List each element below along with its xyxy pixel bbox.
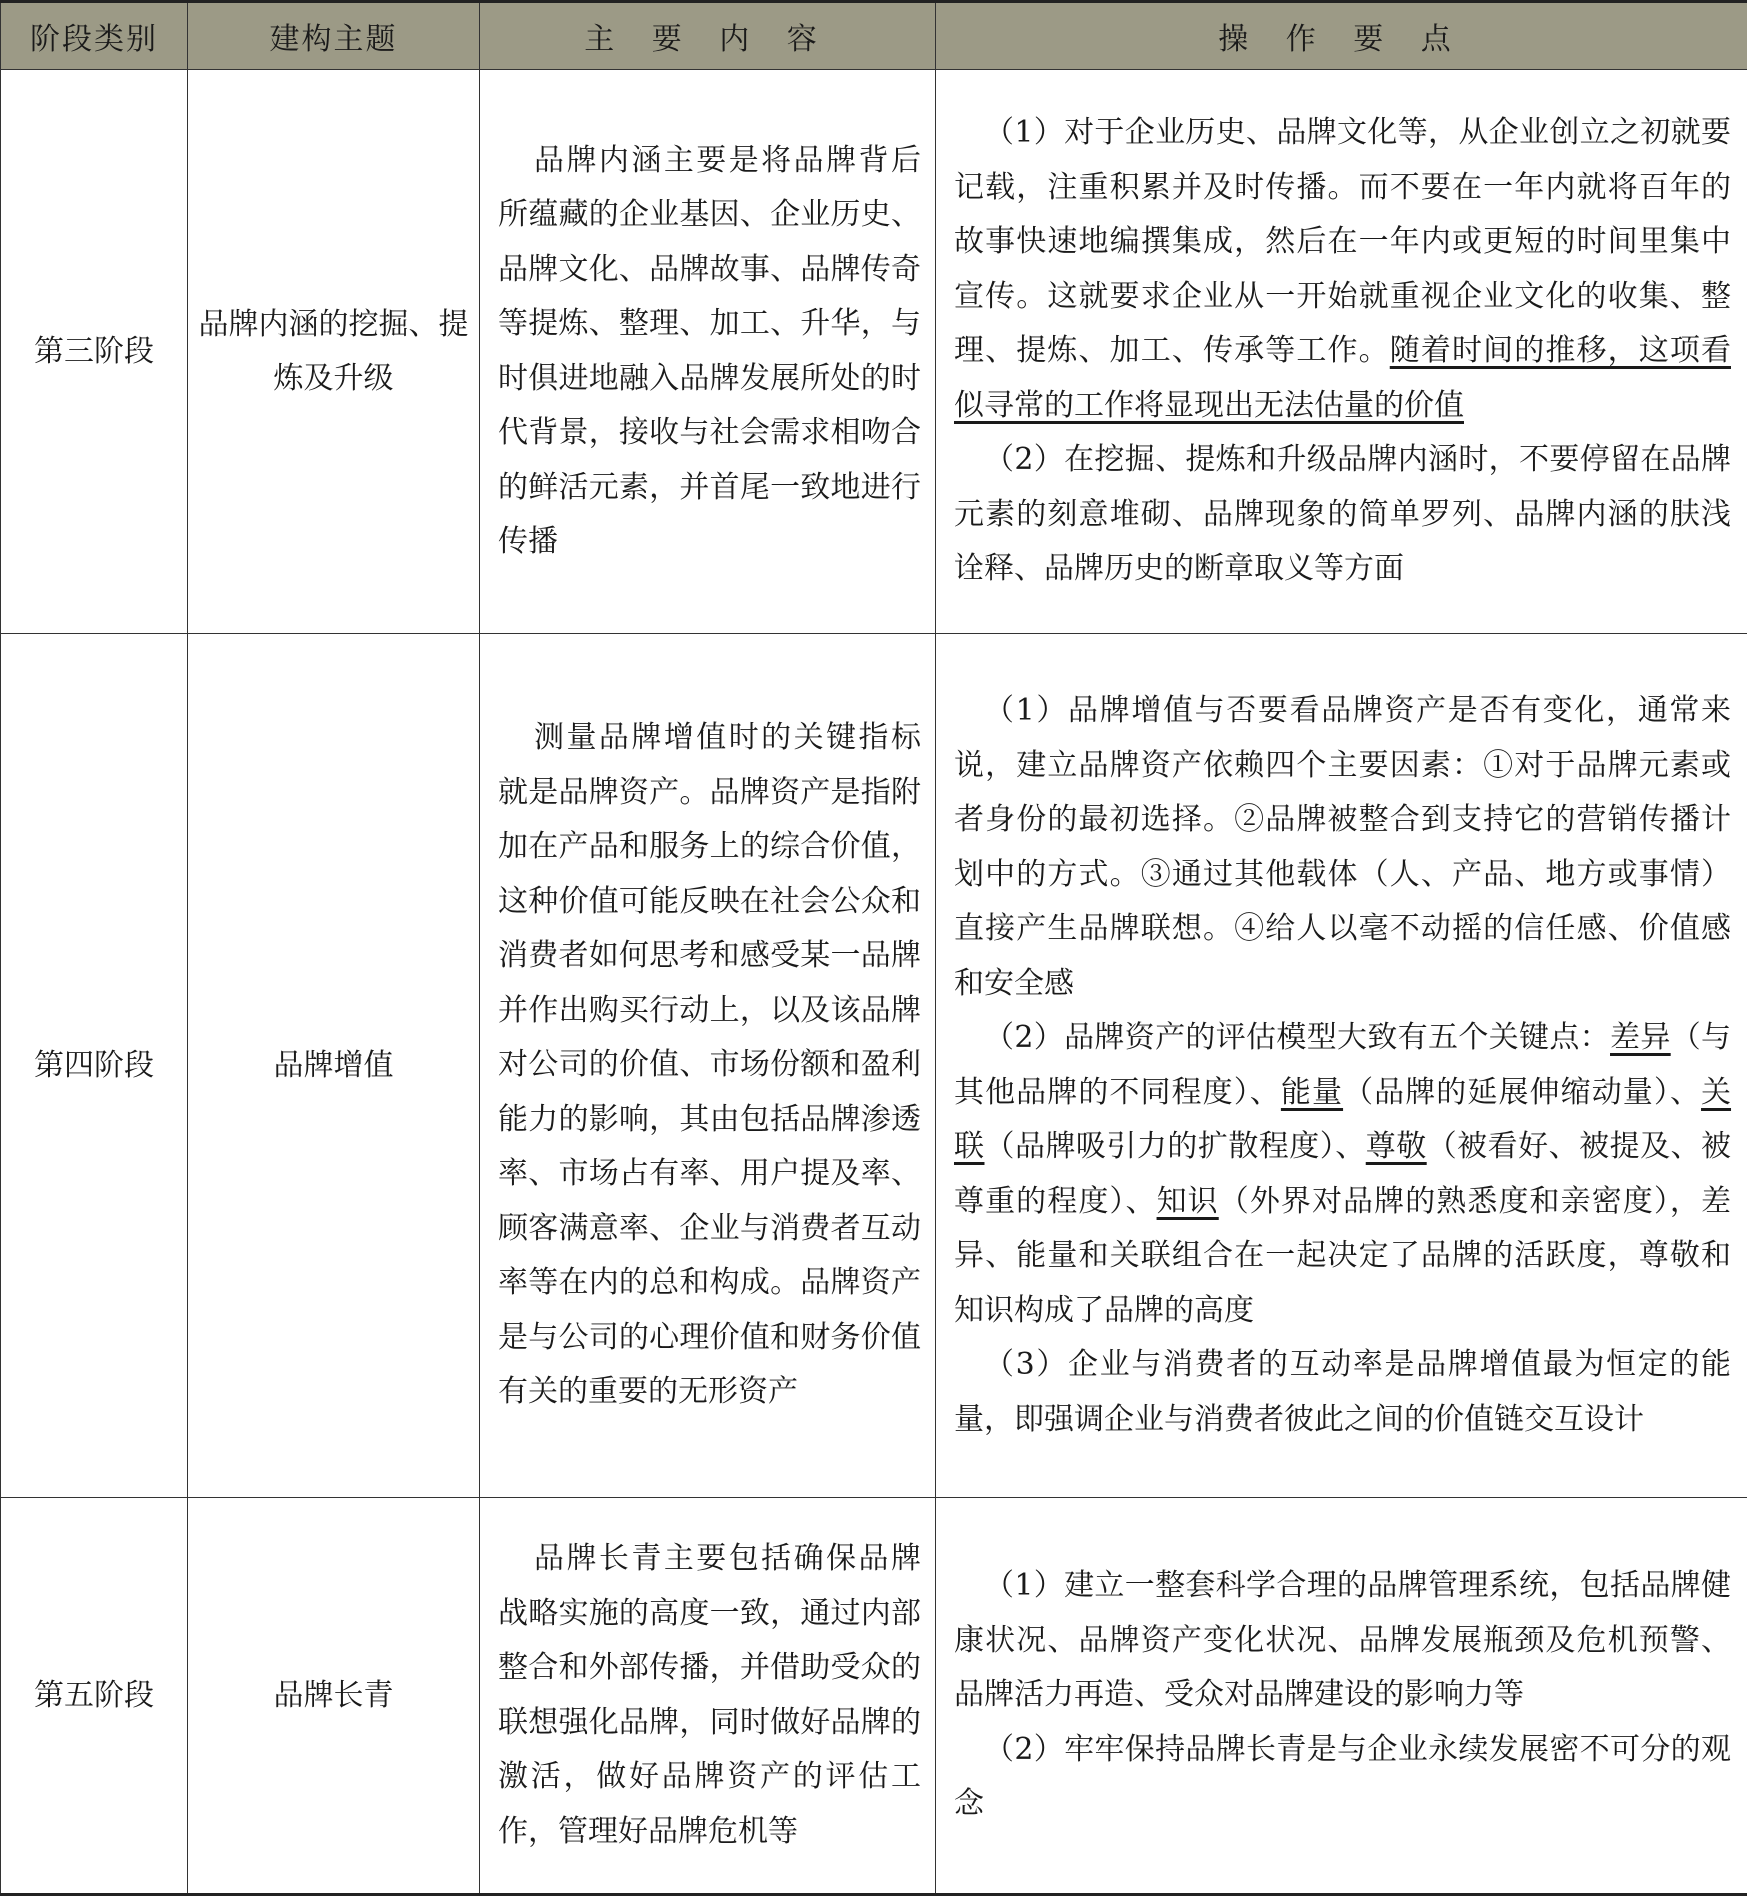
point-paragraph: （2）牢牢保持品牌长青是与企业永续发展密不可分的观念: [954, 1723, 1731, 1832]
table-header-row: [1, 2, 1747, 70]
stage-cell: 第三阶段: [1, 70, 188, 634]
theme-cell: 品牌长青: [188, 1498, 480, 1895]
point-text: （与其他品牌的不同程度）、: [954, 1020, 1731, 1110]
header-operation-points: 操 作 要 点: [936, 2, 1747, 70]
point-text: （被看好、被提及、被尊重的程度）、: [954, 1129, 1731, 1219]
header-main-content: 主 要 内 容: [480, 2, 936, 70]
points-cell: [936, 1498, 1747, 1895]
point-paragraph: （2）在挖掘、提炼和升级品牌内涵时，不要停留在品牌元素的刻意堆砌、品牌现象的简单罗列、品牌内涵的肤浅诠释、品牌历史的断章取义等方面: [954, 433, 1731, 597]
point-text: （品牌的延展伸缩动量）、: [1343, 1075, 1701, 1110]
point-text: （外界对品牌的熟悉度和亲密度），差异、能量和关联组合在一起决定了品牌的活跃度，尊敬和知识构成了品牌的高度: [954, 1184, 1731, 1328]
stage-cell: 第四阶段: [1, 634, 188, 1498]
points-cell: [936, 70, 1747, 634]
table-row: [1, 634, 1747, 1498]
point-paragraph: （3）企业与消费者的互动率是品牌增值最为恒定的能量，即强调企业与消费者彼此之间的价值链交互设计: [954, 1338, 1731, 1447]
stage-cell: 第五阶段: [1, 1498, 188, 1895]
content-cell: 品牌内涵主要是将品牌背后所蕴藏的企业基因、企业历史、品牌文化、品牌故事、品牌传奇等提炼、整理、加工、升华，与时俱进地融入品牌发展所处的时代背景，接收与社会需求相吻合的鲜活元素，并首尾一致地进行传播: [480, 70, 936, 634]
key-term-esteem: 尊敬: [1366, 1129, 1427, 1164]
key-term-relevance: 关联: [954, 1075, 1731, 1165]
key-term-knowledge: 知识: [1157, 1184, 1219, 1219]
point-paragraph: （1）建立一整套科学合理的品牌管理系统，包括品牌健康状况、品牌资产变化状况、品牌发展瓶颈及危机预警、品牌活力再造、受众对品牌建设的影响力等: [954, 1559, 1731, 1723]
point-text: （品牌吸引力的扩散程度）、: [984, 1129, 1365, 1164]
point-paragraph: （1）品牌增值与否要看品牌资产是否有变化，通常来说，建立品牌资产依赖四个主要因素：①对于品牌元素或者身份的最初选择。②品牌被整合到支持它的营销传播计划中的方式。③通过其他载体（人、产品、地方或事情）直接产生品牌联想。④给人以毫不动摇的信任感、价值感和安全感: [954, 684, 1731, 1011]
table-row: [1, 1498, 1747, 1895]
table-row: [1, 70, 1747, 634]
key-term-energy: 能量: [1281, 1075, 1343, 1110]
header-construction-theme: 建构主题: [188, 2, 480, 70]
content-cell: 品牌长青主要包括确保品牌战略实施的高度一致，通过内部整合和外部传播，并借助受众的联想强化品牌，同时做好品牌的激活，做好品牌资产的评估工作，管理好品牌危机等: [480, 1498, 936, 1895]
theme-cell: 品牌内涵的挖掘、提炼及升级: [188, 70, 480, 634]
point-text: （1）对于企业历史、品牌文化等，从企业创立之初就要记载，注重积累并及时传播。而不要在一年内就将百年的故事快速地编撰集成，然后在一年内或更短的时间里集中宣传。这就要求企业从一开始就重视企业文化的收集、整理、提炼、加工、传承等工作。: [954, 115, 1731, 368]
point-paragraph: [954, 106, 1731, 433]
content-cell: 测量品牌增值时的关键指标就是品牌资产。品牌资产是指附加在产品和服务上的综合价值，这种价值可能反映在社会公众和消费者如何思考和感受某一品牌并作出购买行动上，以及该品牌对公司的价值、市场份额和盈利能力的影响，其由包括品牌渗透率、市场占有率、用户提及率、顾客满意率、企业与消费者互动率等在内的总和构成。品牌资产是与公司的心理价值和财务价值有关的重要的无形资产: [480, 634, 936, 1498]
header-stage-category: 阶段类别: [1, 2, 188, 70]
theme-cell: 品牌增值: [188, 634, 480, 1498]
points-cell: [936, 634, 1747, 1498]
key-term-difference: 差异: [1610, 1020, 1671, 1055]
point-text: （2）品牌资产的评估模型大致有五个关键点：: [984, 1020, 1610, 1055]
point-paragraph: [954, 1011, 1731, 1338]
point-underlined-text: 随着时间的推移，这项看似寻常的工作将显现出无法估量的价值: [954, 333, 1731, 423]
